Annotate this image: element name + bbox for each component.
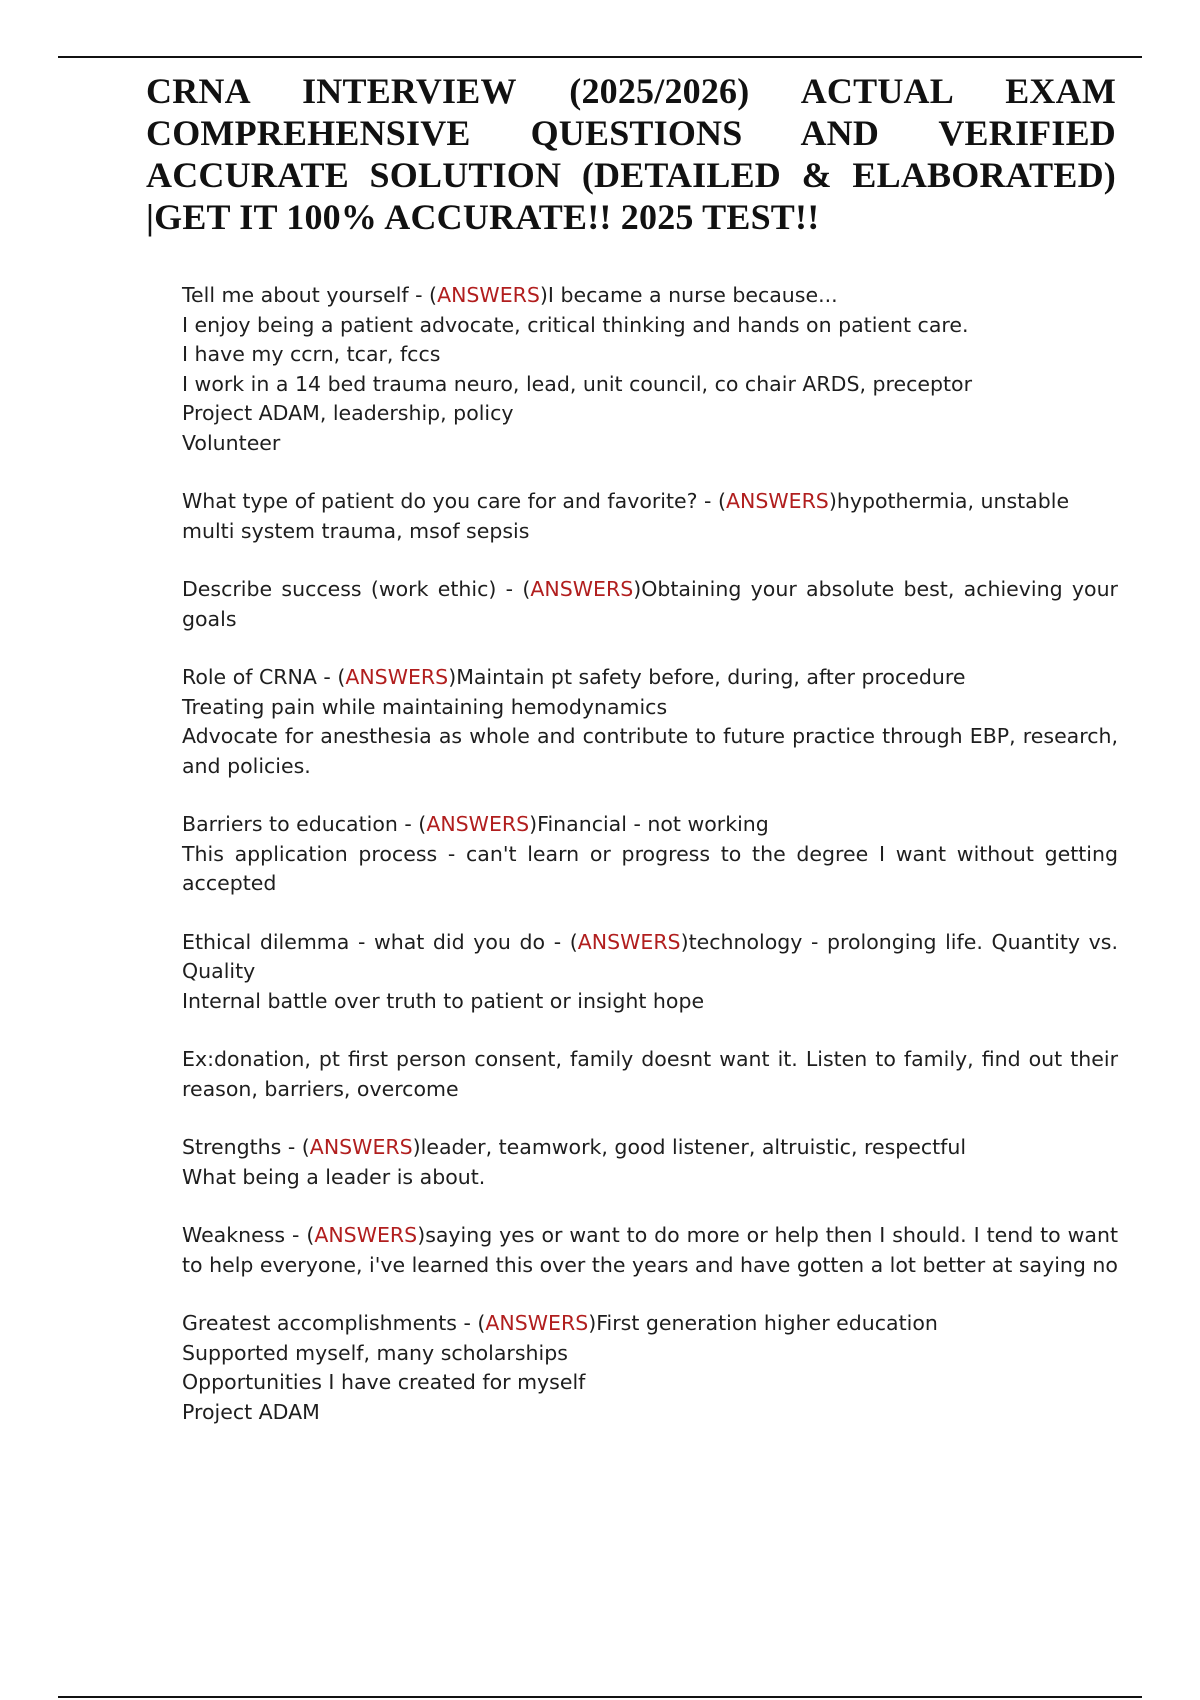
answers-tag: ANSWERS xyxy=(725,489,829,513)
question-text: Describe success (work ethic) xyxy=(182,577,497,601)
question-text: Barriers to education xyxy=(182,812,398,836)
qa-line: Describe success (work ethic) - (ANSWERS)Obtaining your absolute best, achieving your goals xyxy=(182,577,1118,631)
question-text: Role of CRNA xyxy=(182,665,317,689)
answers-tag: ANSWERS xyxy=(530,577,634,601)
answer-text: First generation higher education xyxy=(596,1311,938,1335)
answer-text: I became a nurse because... xyxy=(547,283,838,307)
answer-line: Project ADAM, leadership, policy xyxy=(182,401,514,425)
qa-line: Greatest accomplishments - (ANSWERS)First generation higher education xyxy=(182,1311,938,1335)
qa-line: What type of patient do you care for and favorite? - (ANSWERS)hypothermia, unstable multi system trauma, msof sepsis xyxy=(182,489,1070,543)
question-text: Strengths xyxy=(182,1135,282,1159)
question-text: What type of patient do you care for and favorite? xyxy=(182,489,698,513)
bottom-rule xyxy=(58,1696,1142,1698)
qa-item xyxy=(182,281,1118,458)
qa-item xyxy=(182,1045,1118,1104)
answer-line: Volunteer xyxy=(182,430,281,455)
question-text: Greatest accomplishments xyxy=(182,1311,457,1335)
qa-list xyxy=(182,281,1118,1456)
qa-item xyxy=(182,487,1118,546)
question-text: Weakness xyxy=(182,1223,286,1247)
answer-text: technology - prolonging life. Quantity vs. Quality xyxy=(182,929,1118,983)
qa-item xyxy=(182,810,1118,899)
answers-tag: ANSWERS xyxy=(345,665,449,689)
qa-line: Role of CRNA - (ANSWERS)Maintain pt safety before, during, after procedure xyxy=(182,665,966,689)
qa-item xyxy=(182,1133,1118,1192)
answer-line: Ex:donation, pt first person consent, family doesnt want it. Listen to family, find out their reason, barriers, overcome xyxy=(182,1047,1118,1101)
answer-line: Internal battle over truth to patient or insight hope xyxy=(182,988,705,1013)
answer-line: This application process - can't learn or progress to the degree I want without getting accepted xyxy=(182,841,1118,895)
answer-text: saying yes or want to do more or help then I should. I tend to want to help everyone, i've learned this over the years and have gotten a lot better at saying no xyxy=(182,1223,1118,1277)
qa-line: Strengths - (ANSWERS)leader, teamwork, good listener, altruistic, respectful xyxy=(182,1135,967,1159)
answers-tag: ANSWERS xyxy=(437,283,540,307)
question-text: Tell me about yourself xyxy=(182,283,409,307)
answer-line: I work in a 14 bed trauma neuro, lead, unit council, co chair ARDS, preceptor xyxy=(182,371,972,396)
answer-text: Obtaining your absolute best, achieving your goals xyxy=(182,577,1118,631)
qa-item xyxy=(182,1309,1118,1427)
document-title: CRNA INTERVIEW (2025/2026) ACTUAL EXAM COMPREHENSIVE QUESTIONS AND VERIFIED ACCURATE SOLUTION (DETAILED & ELABORATED) |GET IT 100% ACCURATE!! 2025 TEST!! xyxy=(146,71,1116,237)
qa-line: Tell me about yourself - (ANSWERS)I became a nurse because... xyxy=(182,283,838,307)
answer-text: hypothermia, unstable multi system trauma, msof sepsis xyxy=(182,489,1070,543)
answers-tag: ANSWERS xyxy=(577,929,681,954)
answer-line: Treating pain while maintaining hemodynamics xyxy=(182,694,668,719)
answer-text: leader, teamwork, good listener, altruistic, respectful xyxy=(420,1135,967,1159)
answer-line: Advocate for anesthesia as whole and contribute to future practice through EBP, research, and policies. xyxy=(182,724,1118,778)
qa-line: Ethical dilemma - what did you do - (ANSWERS)technology - prolonging life. Quantity vs. Quality xyxy=(182,929,1118,983)
qa-item xyxy=(182,1221,1118,1280)
answers-tag: ANSWERS xyxy=(309,1135,413,1159)
qa-item xyxy=(182,575,1118,634)
answers-tag: ANSWERS xyxy=(314,1223,418,1247)
top-rule xyxy=(58,56,1142,58)
qa-item xyxy=(182,663,1118,781)
answer-text: Financial - not working xyxy=(537,812,769,836)
answer-line: Opportunities I have created for myself xyxy=(182,1370,586,1394)
qa-line: Weakness - (ANSWERS)saying yes or want to do more or help then I should. I tend to want to help everyone, i've learned this over the years and have gotten a lot better at saying no xyxy=(182,1223,1118,1277)
qa-line: Barriers to education - (ANSWERS)Financial - not working xyxy=(182,812,769,836)
answer-line: Project ADAM xyxy=(182,1399,320,1424)
answer-line: What being a leader is about. xyxy=(182,1164,486,1189)
answer-text: Maintain pt safety before, during, after procedure xyxy=(456,665,966,689)
answer-line: I have my ccrn, tcar, fccs xyxy=(182,342,441,366)
qa-item xyxy=(182,928,1118,1017)
answer-line: Supported myself, many scholarships xyxy=(182,1340,568,1365)
answers-tag: ANSWERS xyxy=(485,1311,589,1335)
answer-line: I enjoy being a patient advocate, critical thinking and hands on patient care. xyxy=(182,312,969,337)
question-text: Ethical dilemma - what did you do xyxy=(182,929,546,954)
answers-tag: ANSWERS xyxy=(426,812,530,836)
